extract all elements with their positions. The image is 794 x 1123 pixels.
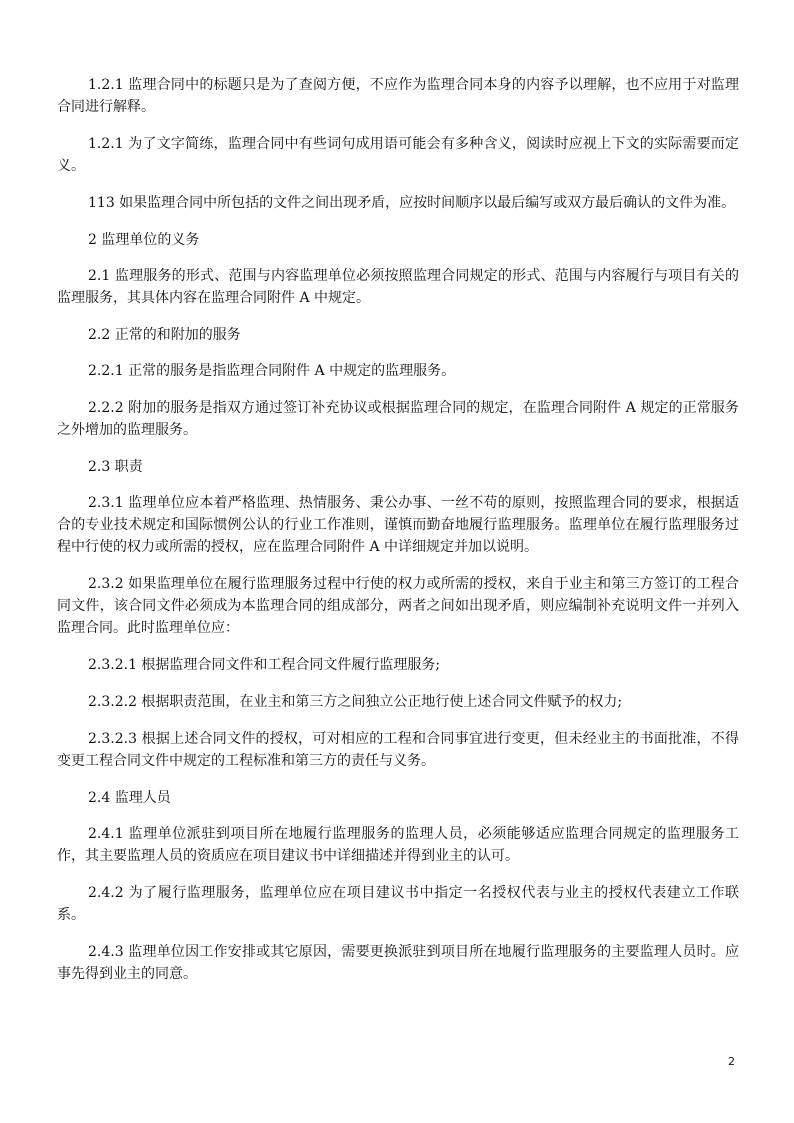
- paragraph-2-3-1: 2.3.1 监理单位应本着严格监理、热情服务、秉公办事、一丝不苟的原则，按照监理合同的要求，根据适合的专业技术规定和国际惯例公认的行业工作准则，谨慎而勤奋地履行监理服务。监理单位在履行监理服务过程中行使的权力或所需的授权，应在监理合同附件 A 中详细规定并加以说明。: [57, 495, 739, 555]
- page-number: 2: [728, 1055, 735, 1068]
- paragraph-2-2-1: 2.2.1 正常的服务是指监理合同附件 A 中规定的监理服务。: [88, 363, 456, 379]
- paragraph-2-4-1: 2.4.1 监理单位派驻到项目所在地履行监理服务的监理人员，必须能够适应监理合同规定的监理服务工作，其主要监理人员的资质应在项目建议书中详细描述并得到业主的认可。: [57, 826, 739, 864]
- section-heading-2-2: 2.2 正常的和附加的服务: [88, 327, 241, 343]
- section-heading-2-4: 2.4 监理人员: [88, 790, 171, 806]
- paragraph-2-4-2: 2.4.2 为了履行监理服务，监理单位应在项目建议书中指定一名授权代表与业主的授权代表建立工作联系。: [57, 885, 739, 923]
- paragraph-2-3-2-1: 2.3.2.1 根据监理合同文件和工程合同文件履行监理服务;: [88, 657, 441, 673]
- paragraph-2-3-2: 2.3.2 如果监理单位在履行监理服务过程中行使的权力或所需的授权，来自于业主和第三方签订的工程合同文件，该合同文件必须成为本监理合同的组成部分，两者之间如出现矛盾，则应编制补充说明文件一并列入监理合同。此时监理单位应：: [57, 576, 739, 636]
- paragraph-1-2-1-wording: 1.2.1 为了文字简练，监理合同中有些词句成用语可能会有多种含义，阅读时应视上下文的实际需要而定义。: [57, 136, 739, 174]
- paragraph-113-conflicts: 113 如果监理合同中所包括的文件之间出现矛盾，应按时间顺序以最后编写或双方最后确认的文件为准。: [88, 195, 736, 211]
- paragraph-2-4-3: 2.4.3 监理单位因工作安排或其它原因，需要更换派驻到项目所在地履行监理服务的主要监理人员时。应事先得到业主的同意。: [57, 944, 739, 982]
- paragraph-2-3-2-3: 2.3.2.3 根据上述合同文件的授权，可对相应的工程和合同事宜进行变更，但未经业主的书面批准，不得变更工程合同文件中规定的工程标准和第三方的责任与义务。: [57, 731, 739, 769]
- paragraph-2-3-2-2: 2.3.2.2 根据职责范围，在业主和第三方之间独立公正地行使上述合同文件赋予的权力;: [88, 694, 623, 710]
- section-heading-2: 2 监理单位的义务: [88, 232, 200, 248]
- paragraph-2-1: 2.1 监理服务的形式、范围与内容监理单位必须按照监理合同规定的形式、范围与内容履行与项目有关的监理服务，其具体内容在监理合同附件 A 中规定。: [57, 268, 739, 306]
- section-heading-2-3: 2.3 职责: [88, 459, 143, 475]
- paragraph-2-2-2: 2.2.2 附加的服务是指双方通过签订补充协议或根据监理合同的规定，在监理合同附件 A 规定的正常服务之外增加的监理服务。: [57, 400, 739, 438]
- paragraph-1-2-1-headings: 1.2.1 监理合同中的标题只是为了查阅方便，不应作为监理合同本身的内容予以理解，也不应用于对监理合同进行解释。: [57, 77, 739, 115]
- document-body: [57, 74, 739, 1000]
